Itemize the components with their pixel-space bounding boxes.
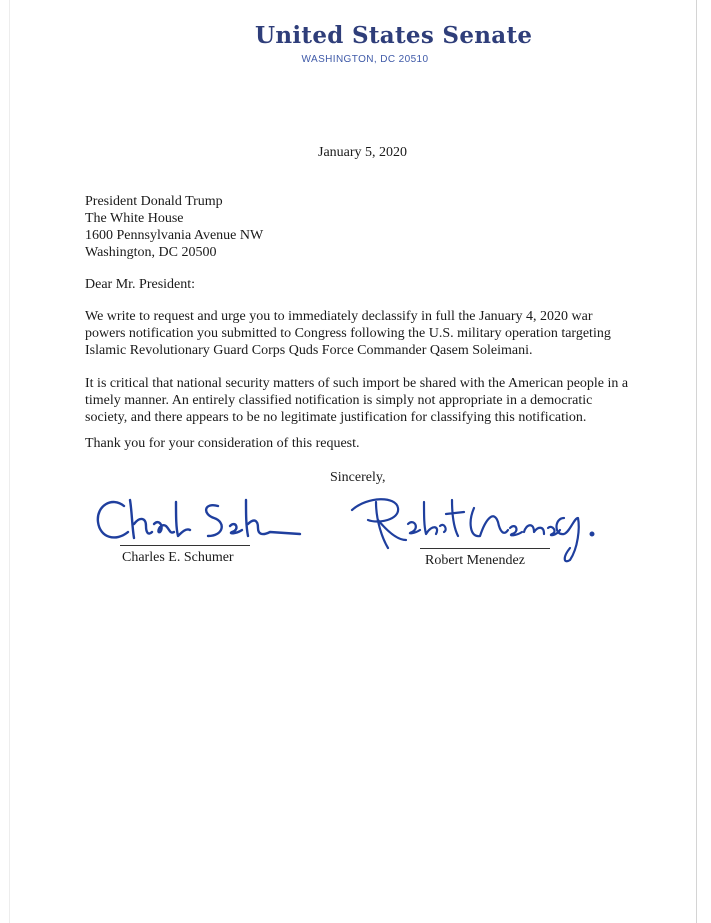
paragraph-line: timely manner. An entirely classified notification is simply not appropriate in a democratic bbox=[85, 393, 593, 408]
paragraph-line: Islamic Revolutionary Guard Corps Quds Force Commander Qasem Soleimani. bbox=[85, 343, 533, 358]
paragraph-line: society, and there appears to be no legitimate justification for classifying this notification. bbox=[85, 410, 587, 425]
letterhead-title: United States Senate bbox=[255, 22, 533, 49]
body-paragraph-2 bbox=[85, 375, 645, 426]
recipient-address bbox=[85, 193, 263, 261]
letter-date: January 5, 2020 bbox=[318, 145, 408, 160]
recipient-line: 1600 Pennsylvania Avenue NW bbox=[85, 228, 264, 243]
recipient-line: Washington, DC 20500 bbox=[85, 245, 217, 260]
paragraph-line: powers notification you submitted to Congress following the U.S. military operation targeting bbox=[85, 326, 611, 341]
page-edge-left bbox=[9, 0, 10, 923]
signatory-name: Robert Menendez bbox=[425, 553, 525, 568]
page-edge-right bbox=[696, 0, 697, 923]
signatory-name: Charles E. Schumer bbox=[122, 550, 234, 565]
letterhead-address: WASHINGTON, DC 20510 bbox=[301, 54, 429, 65]
recipient-line: The White House bbox=[85, 211, 184, 226]
body-paragraph-1 bbox=[85, 308, 645, 359]
salutation: Dear Mr. President: bbox=[85, 277, 196, 292]
paragraph-line: We write to request and urge you to immediately declassify in full the January 4, 2020 war bbox=[85, 309, 593, 324]
paragraph-line: It is critical that national security matters of such import be shared with the American people in a bbox=[85, 376, 629, 391]
signature-line bbox=[120, 545, 250, 546]
recipient-line: President Donald Trump bbox=[85, 194, 223, 209]
signature-schumer bbox=[90, 492, 305, 552]
thanks-line: Thank you for your consideration of this request. bbox=[85, 436, 360, 451]
signature-line bbox=[420, 548, 550, 549]
closing: Sincerely, bbox=[330, 470, 386, 485]
